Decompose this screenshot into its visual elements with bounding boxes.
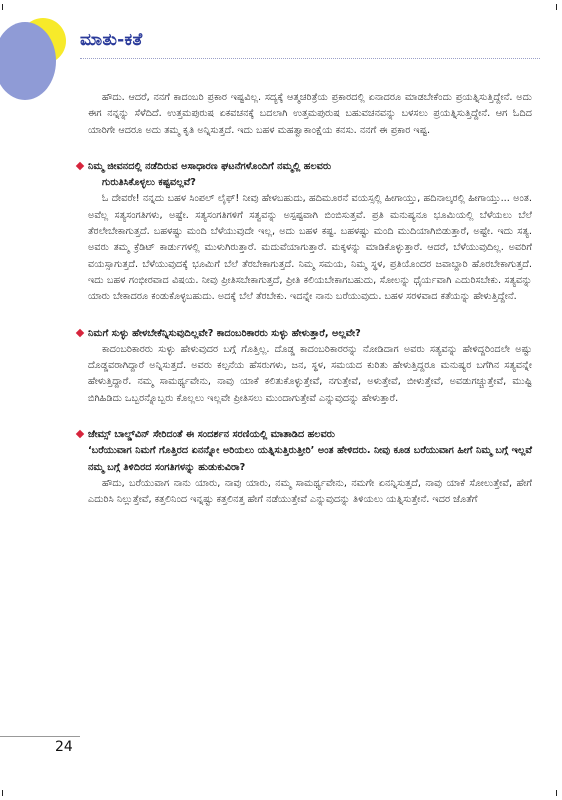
question-text: ನಿಮ್ಮ ಜೀವನದಲ್ಲಿ ನಡೆದಿರುವ ಅಸಾಧಾರಣ ಘಟನೆಗಳೊಂದಿಗೆ ನಮ್ಮಲ್ಲಿ ಹಲವರು bbox=[88, 160, 332, 172]
diamond-bullet-icon bbox=[76, 430, 84, 438]
crop-mark bbox=[2, 790, 3, 796]
question-1 bbox=[88, 159, 532, 192]
diamond-bullet-icon bbox=[76, 162, 84, 170]
question-text: ಜೇಮ್ಸ್ ಬಾಲ್ಡ್‌ವಿನ್ ಸೇರಿದಂತೆ ಈ ಸಂದರ್ಶನ ಸರಣಿಯಲ್ಲಿ ಮಾತಾಡಿದ ಹಲವರು bbox=[88, 429, 336, 441]
answer-paragraph: ಓ ದೇವರೇ! ನನ್ನದು ಬಹಳ ಸಿಂಪಲ್ ಲೈಫ್! ನೀವು ಹೇಳಬಹುದು, ಹದಿಮೂರನೆ ವಯಸ್ಸಲ್ಲಿ ಹೀಗಾಯ್ತು, ಹದಿನಾಲ್ಕರಲ್ಲಿ ಹೀಗಾಯ್ತು... ಅಂತ. ಅವೆಲ್ಲ ಸತ್ಯಸಂಗತಿಗಳು, ಅಷ್ಟೇ. ಸತ್ಯಸಂಗತಿಗಳಿಗೆ ಸತ್ವವನ್ನು ಅಸ್ಪಷ್ಟವಾಗಿ ಬಿಂಬಿಸುತ್ತವೆ. ಪ್ರತಿ ಮನುಷ್ಯನೂ ಭೂಮಿಯಲ್ಲಿ ಬೆಳೆಯಲು ಬೆಲೆ ತೆರಲೇಬೇಕಾಗುತ್ತದೆ. ಬಹಳಷ್ಟು ಮಂದಿ ಬೆಳೆಯುವುದೇ ಇಲ್ಲ, ಅದು ಬಹಳ ಕಷ್ಟ. ಬಹಳಷ್ಟು ಮಂದಿ ಮುದಿಯಾಗಿಬಿಡುತ್ತಾರೆ, ಅಷ್ಟೇ. ಇದು ಸತ್ಯ. ಅವರು ತಮ್ಮ ಕ್ರೆಡಿಟ್ ಕಾರ್ಡುಗಳಲ್ಲಿ ಮುಳುಗಿರುತ್ತಾರೆ. ಮದುವೆಯಾಗುತ್ತಾರೆ. ಮಕ್ಕಳನ್ನು ಮಾಡಿಕೊಳ್ಳುತ್ತಾರೆ. ಆದರೆ, ಬೆಳೆಯುವುದಿಲ್ಲ. ಅವರಿಗೆ ವಯಸ್ಸಾಗುತ್ತದೆ. ಬೆಳೆಯುವುದಕ್ಕೆ ಭೂಮಿಗೆ ಬೆಲೆ ತೆರಬೇಕಾಗುತ್ತದೆ. ನಿಮ್ಮ ಸಮಯ, ನಿಮ್ಮ ಸ್ಥಳ, ಪ್ರತಿಯೊಂದರ ಜವಾಬ್ದಾರಿ ಹೊರಬೇಕಾಗುತ್ತದೆ. ಇದು ಬಹಳ ಗಂಭೀರವಾದ ವಿಷಯ. ನೀವು ಪ್ರೀತಿಸಬೇಕಾಗುತ್ತದೆ, ಪ್ರೀತಿ ಕಲಿಯಬೇಕಾಗಬಹುದು, ಸೋಲನ್ನು ಧೈರ್ಯವಾಗಿ ಎದುರಿಸಬೇಕು. ಸತ್ಯವನ್ನು ಯಾರು ಬೇಕಾದರೂ ಕಂಡುಕೊಳ್ಳಬಹುದು. ಅದಕ್ಕೆ ಬೆಲೆ ತೆರಬೇಕು. ಇದನ್ನೇ ನಾನು ಬರೆಯುವುದು. ಬಹಳ ಸರಳವಾದ ಕತೆಯನ್ನು ಹೇಳುತ್ತಿದ್ದೇನೆ. bbox=[88, 193, 532, 303]
header-divider bbox=[80, 58, 540, 59]
answer-paragraph: ಹೌದು, ಬರೆಯುವಾಗ ನಾನು ಯಾರು, ನಾವು ಯಾರು, ನಮ್ಮ ಸಾಮರ್ಥ್ಯವೇನು, ನಮಗೇ ಏನನ್ನಿಸುತ್ತದೆ, ನಾವು ಯಾಕೆ ಸೋಲುತ್ತೇವೆ, ಹೇಗೆ ಎದುರಿಸಿ ನಿಲ್ಲುತ್ತೇವೆ, ಕತ್ತಲಿನಿಂದ ಇನ್ನಷ್ಟು ಕತ್ತಲಿನತ್ತ ಹೇಗೆ ನಡೆಯುತ್ತೇವೆ ಎನ್ನುವುದನ್ನು ತಿಳಿಯಲು ಯತ್ನಿಸುತ್ತೇನೆ. ಇದರ ಜೊತೆಗೆ bbox=[88, 477, 532, 506]
crop-mark bbox=[2, 4, 3, 10]
crop-mark bbox=[556, 790, 557, 796]
section-title: ಮಾತು-ಕತೆ bbox=[80, 30, 143, 50]
answer-paragraph: ಕಾದಂಬರಿಕಾರರು ಸುಳ್ಳು ಹೇಳುವುದರ ಬಗ್ಗೆ ಗೊತ್ತಿಲ್ಲ. ದೊಡ್ಡ ಕಾದಂಬರಿಕಾರರನ್ನು ನೋಡಿದಾಗ ಅವರು ಸತ್ಯವನ್ನು ಹೇಳಿದ್ದರಿಂದಲೇ ಅಷ್ಟು ದೊಡ್ಡವರಾಗಿದ್ದಾರೆ ಅನ್ನಿಸುತ್ತದೆ. ಅವರು ಕಲ್ಪನೆಯ ಹೆಸರುಗಳು, ಜನ, ಸ್ಥಳ, ಸಮಯದ ಕುರಿತು ಹೇಳುತ್ತಿದ್ದರೂ ಮನುಷ್ಯರ ಬಗೆಗಿನ ಸತ್ಯವನ್ನೇ ಹೇಳುತ್ತಿದ್ದಾರೆ. ನಮ್ಮ ಸಾಮರ್ಥ್ಯವೇನು, ನಾವು ಯಾಕೆ ಕಲಿತುಕೊಳ್ಳುತ್ತೇವೆ, ನಗುತ್ತೇವೆ, ಅಳುತ್ತೇವೆ, ಬೀಳುತ್ತೇವೆ, ಅವಡುಗಚ್ಚುತ್ತೇವೆ, ಮುಷ್ಟಿ ಬಿಗಿಹಿಡಿದು ಒಬ್ಬರನ್ನೊಬ್ಬರು ಕೊಲ್ಲಲು ಇಲ್ಲವೇ ಪ್ರೀತಿಸಲು ಮುಂದಾಗುತ್ತೇವೆ ಎನ್ನುವುದನ್ನು ಹೇಳುತ್ತಾರೆ. bbox=[88, 343, 532, 404]
page-number: 24 bbox=[55, 739, 73, 755]
crop-mark bbox=[556, 4, 557, 10]
question-3 bbox=[88, 427, 532, 476]
question-text: ಗುರುತಿಸಿಕೊಳ್ಳಲು ಕಷ್ಟವಲ್ಲವೆ? bbox=[102, 177, 196, 189]
question-text: ನಿಮಗೆ ಸುಳ್ಳು ಹೇಳಬೇಕೆನ್ನಿಸುವುದಿಲ್ಲವೇ? ಕಾದಂಬರಿಕಾರರು ಸುಳ್ಳು ಹೇಳುತ್ತಾರೆ, ಅಲ್ಲವೇ? bbox=[88, 327, 361, 339]
question-2 bbox=[88, 326, 532, 342]
decorative-blue-circle bbox=[0, 22, 56, 100]
article-body bbox=[88, 90, 532, 509]
diamond-bullet-icon bbox=[76, 328, 84, 336]
footer-divider bbox=[0, 736, 80, 737]
intro-paragraph: ಹೌದು. ಆದರೆ, ನನಗೆ ಕಾದಂಬರಿ ಪ್ರಕಾರ ಇಷ್ಟವಿಲ್ಲ. ಸದ್ಯಕ್ಕೆ ಆತ್ಮಚರಿತ್ರೆಯ ಪ್ರಕಾರದಲ್ಲಿ ಏನಾದರೂ ಮಾಡಬೇಕೆಂದು ಪ್ರಯತ್ನಿಸುತ್ತಿದ್ದೇನೆ. ಅದು ಈಗ ನನ್ನನ್ನು ಸೆಳೆದಿದೆ. ಉತ್ತಮಪುರುಷ ಏಕವಚನಕ್ಕೆ ಬದಲಾಗಿ ಉತ್ತಮಪುರುಷ ಬಹುವಚನವನ್ನು ಬಳಸಲು ಪ್ರಯತ್ನಿಸುತ್ತಿದ್ದೇನೆ. ಆಗ ಓದಿದ ಯಾರಿಗೇ ಆದರೂ ಅದು ತಮ್ಮ ಕೃತಿ ಅನ್ನಿಸುತ್ತದೆ. ಇದು ಬಹಳ ಮಹತ್ವಾಕಾಂಕ್ಷೆಯ ಕನಸು. ನನಗೆ ಈ ಪ್ರಕಾರ ಇಷ್ಟ. bbox=[88, 92, 532, 136]
question-text: ‘ಬರೆಯುವಾಗ ನಿಮಗೆ ಗೊತ್ತಿರದ ಏನನ್ನೋ ಅರಿಯಲು ಯತ್ನಿಸುತ್ತಿರುತ್ತೀರಿ’ ಅಂತ ಹೇಳಿದರು. ನೀವು ಕೂಡ ಬರೆಯುವಾಗ ಹೀಗೆ ನಿಮ್ಮ ಬಗ್ಗೆ ಇಲ್ಲವೆ ನಮ್ಮ ಬಗ್ಗೆ ತಿಳಿದಿರದ ಸಂಗತಿಗಳನ್ನು ಹುಡುಕುವಿರಾ? bbox=[88, 445, 532, 473]
